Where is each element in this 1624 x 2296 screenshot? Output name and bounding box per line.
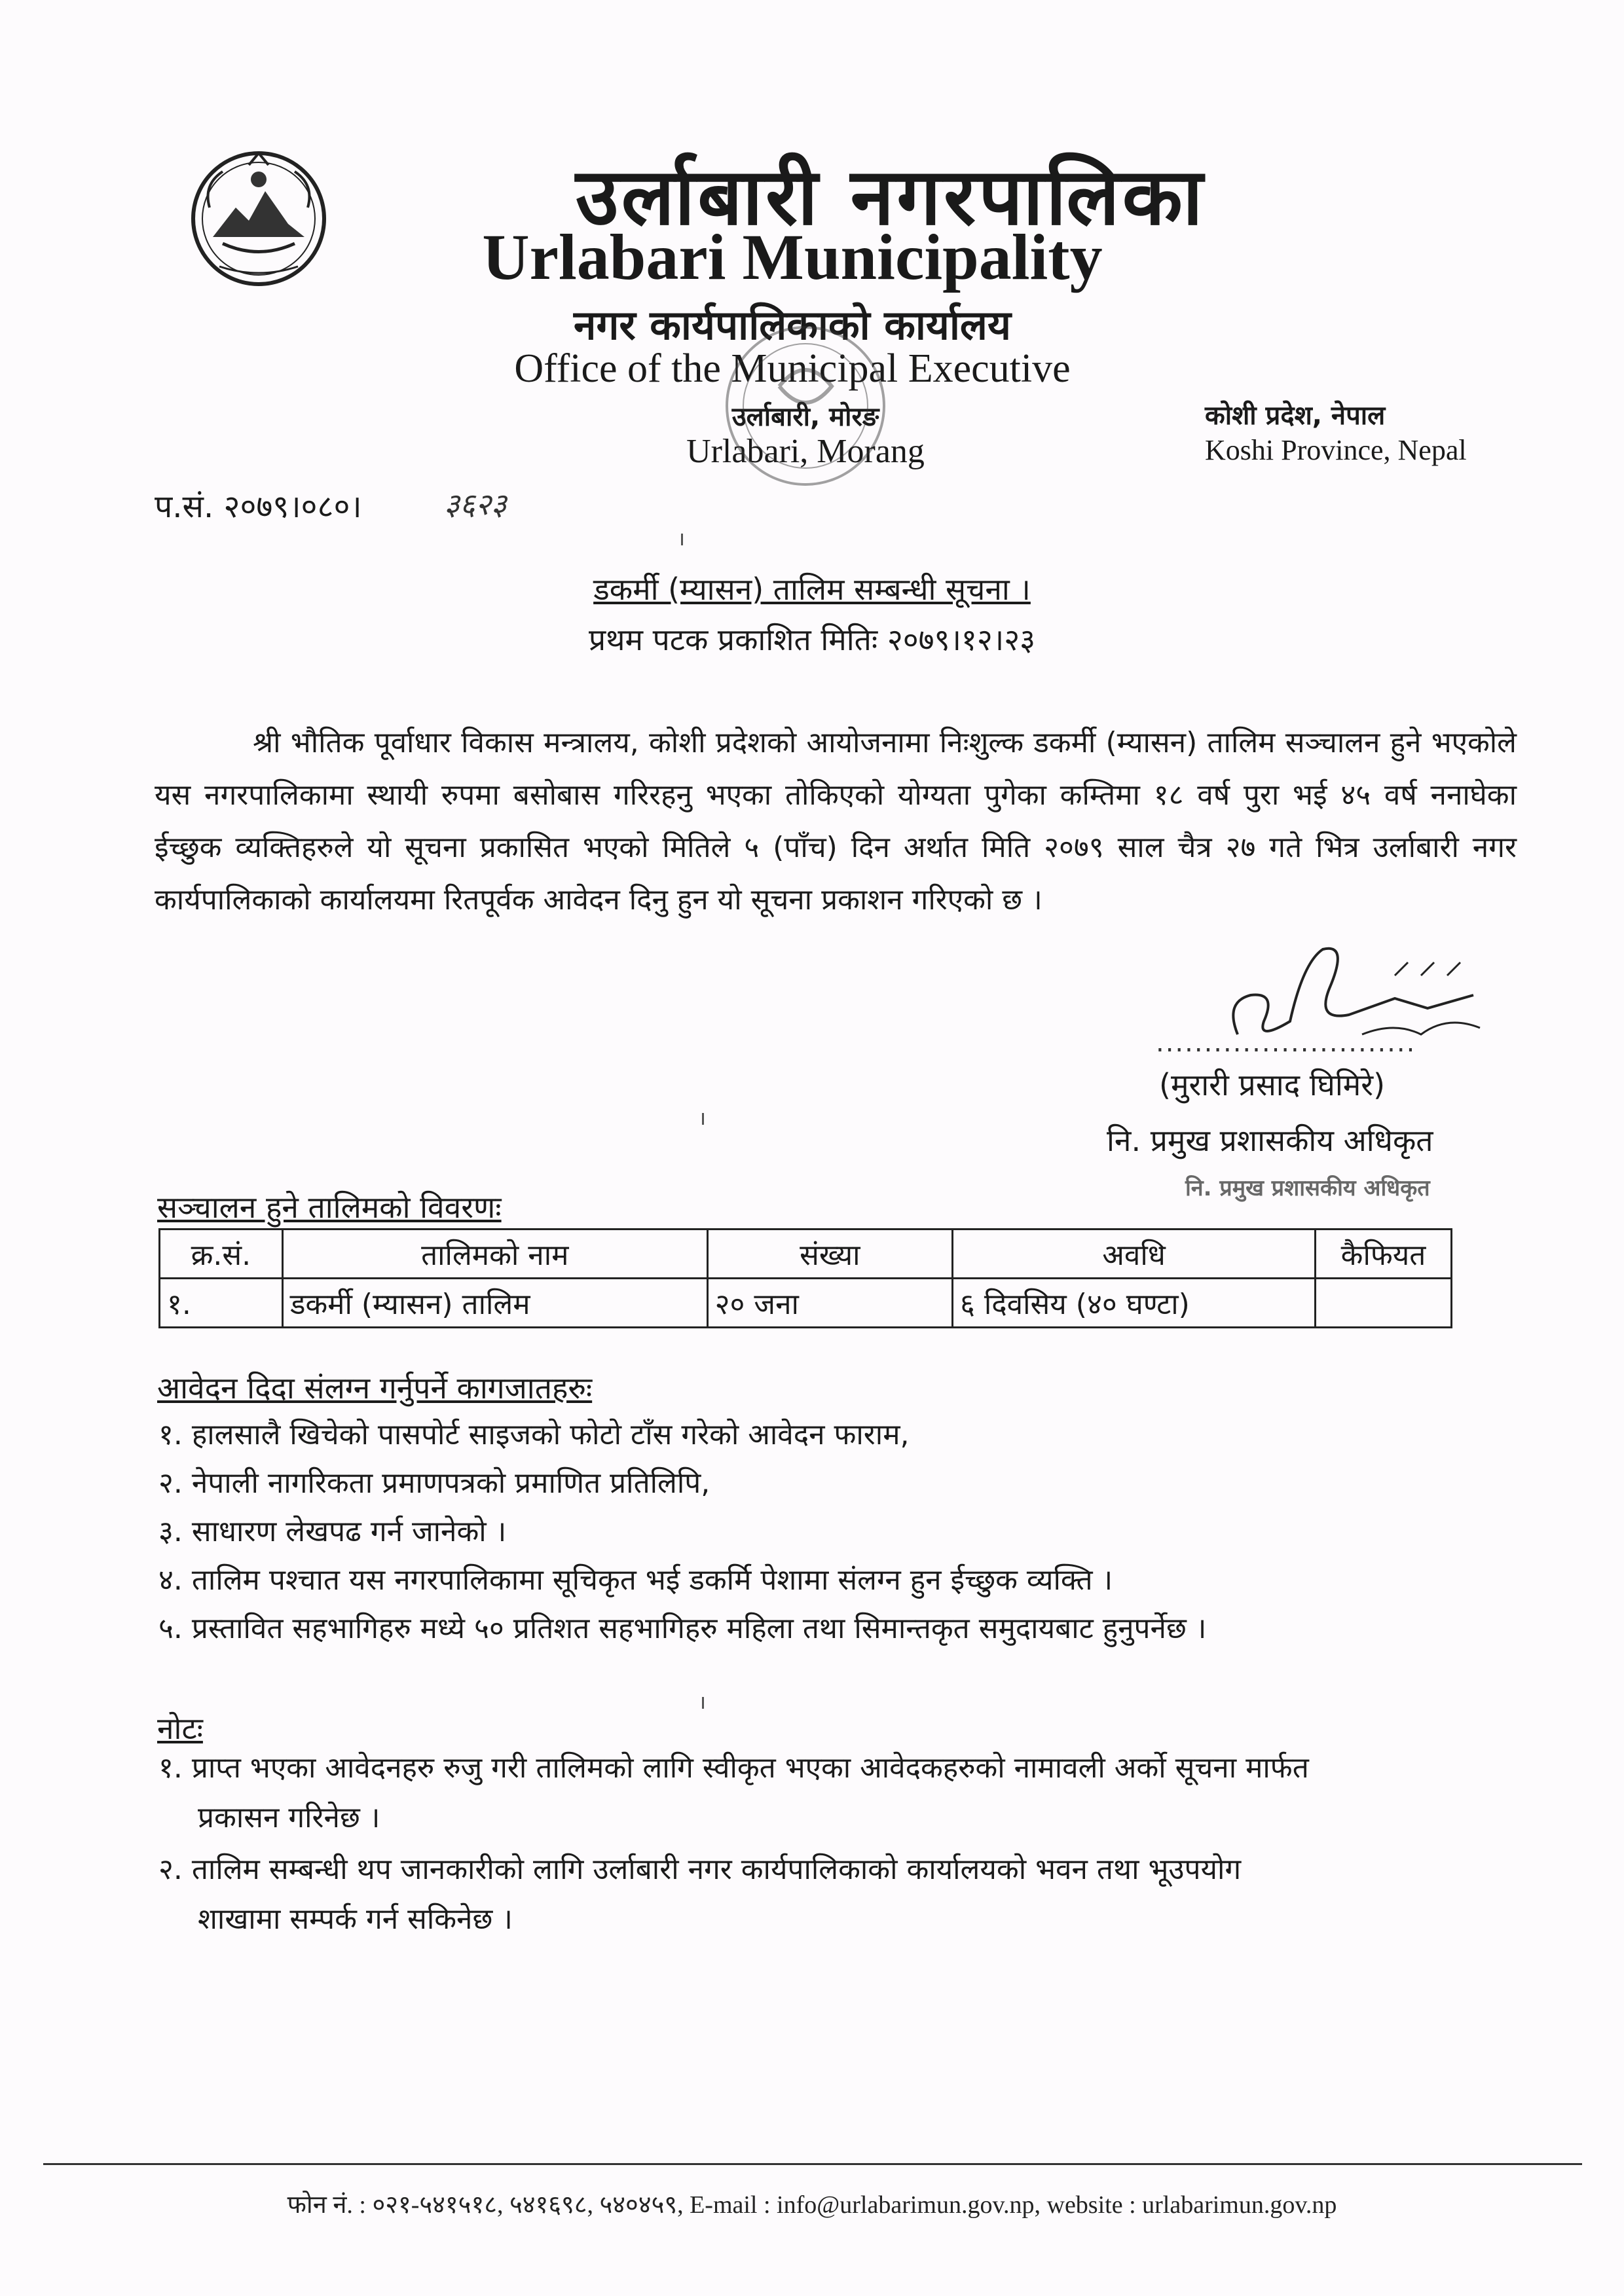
province-english: Koshi Province, Nepal xyxy=(1205,434,1467,466)
province-nepali: कोशी प्रदेश, नेपाल xyxy=(1205,401,1386,431)
column-header-duration: अवधि xyxy=(953,1230,1316,1279)
note-line-continued: प्रकासन गरिनेछ । xyxy=(198,1801,380,1834)
required-documents-list xyxy=(158,1411,1507,1653)
cell-duration: ६ दिवसिय (४० घण्टा) xyxy=(953,1279,1316,1328)
notice-published-date: प्रथम पटक प्रकाशित मितिः २०७९।१२।२३ xyxy=(588,622,1036,657)
reference-number: प.सं. २०७९।०८०। xyxy=(155,488,362,525)
notice-body xyxy=(155,717,1517,926)
note-item xyxy=(158,1743,1521,1843)
municipality-name-english: Urlabari Municipality xyxy=(482,221,1103,293)
office-stamp xyxy=(707,308,904,504)
footer-contact: फोन नं. : ०२१-५४१५१८, ५४१६९८, ५४०४५९, E-mail : info@urlabarimun.gov.np, website : urlabarimun.gov.np xyxy=(287,2191,1337,2219)
cell-training-name: डकर्मी (म्यासन) तालिम xyxy=(282,1279,707,1328)
municipality-name-nepali: उर्लाबारी नगरपालिका xyxy=(576,152,1206,243)
list-item: ४. तालिम पश्चात यस नगरपालिकामा सूचिकृत भई डकर्मि पेशामा संलग्न हुन ईच्छुक व्यक्ति । xyxy=(158,1563,1113,1597)
address-english: Urlabari, Morang xyxy=(686,433,925,470)
cell-remarks xyxy=(1316,1279,1452,1328)
notes-heading: नोटः xyxy=(157,1711,203,1746)
scan-mark xyxy=(702,1113,704,1125)
note-line: २. तालिम सम्बन्धी थप जानकारीको लागि उर्लाबारी नगर कार्यपालिकाको कार्यालयको भवन तथा भूउपयोग xyxy=(158,1853,1242,1886)
required-documents-heading: आवेदन दिदा संलग्न गर्नुपर्ने कागजातहरुः xyxy=(157,1370,593,1406)
signatory-title: नि. प्रमुख प्रशासकीय अधिकृत xyxy=(1107,1123,1433,1158)
note-item xyxy=(158,1845,1521,1944)
signature-line: ........................... xyxy=(1156,1028,1416,1058)
scan-mark xyxy=(702,1697,704,1709)
note-line-continued: शाखामा सम्पर्क गर्न सकिनेछ । xyxy=(198,1903,513,1936)
notice-title-text: डकर्मी (म्यासन) तालिम सम्बन्धी सूचना । xyxy=(593,572,1031,607)
signatory-stamp: नि. प्रमुख प्रशासकीय अधिकृत xyxy=(1185,1175,1430,1201)
column-header-remarks: कैफियत xyxy=(1316,1230,1452,1279)
cell-count: २० जना xyxy=(707,1279,952,1328)
note-line: १. प्राप्त भएका आवेदनहरु रुजु गरी तालिमको लागि स्वीकृत भएका आवेदकहरुको नामावली अर्को सूचना मार्फत xyxy=(158,1751,1309,1785)
municipality-emblem-logo xyxy=(183,145,334,288)
list-item: २. नेपाली नागरिकता प्रमाणपत्रको प्रमाणित प्रतिलिपि, xyxy=(158,1467,710,1500)
column-header-serial: क्र.सं. xyxy=(160,1230,283,1279)
column-header-training-name: तालिमको नाम xyxy=(282,1230,707,1279)
notice-paragraph: श्री भौतिक पूर्वाधार विकास मन्त्रालय, कोशी प्रदेशको आयोजनामा निःशुल्क डकर्मी (म्यासन) तालिम सञ्चालन हुने भएकोले यस नगरपालिकामा स्थायी रुपमा बसोबास गरिरहनु भएका तोकिएको योग्यता पुगेका कम्तिमा १८ वर्ष पुरा भई ४५ वर्ष ननाघेका ईच्छुक व्यक्तिहरुले यो सूचना प्रकासित भएको मितिले ५ (पाँच) दिन अर्थात मिति २०७९ साल चैत्र २७ गते भित्र उर्लाबारी नगर कार्यपालिकाको कार्यालयमा रितपूर्वक आवेदन दिनु हुन यो सूचना प्रकाशन गरिएको छ । xyxy=(155,726,1517,917)
cell-serial: १. xyxy=(160,1279,283,1328)
table-row xyxy=(160,1279,1452,1328)
scan-mark xyxy=(681,534,683,545)
list-item: १. हालसालै खिचेको पासपोर्ट साइजको फोटो टाँस गरेको आवेदन फाराम, xyxy=(158,1418,910,1451)
training-details-heading: सञ्चालन हुने तालिमको विवरणः xyxy=(157,1190,502,1225)
training-details-table xyxy=(158,1228,1452,1328)
column-header-count: संख्या xyxy=(707,1230,952,1279)
list-item: ५. प्रस्तावित सहभागिहरु मध्ये ५० प्रतिशत सहभागिहरु महिला तथा सिमान्तकृत समुदायबाट हुनुपर्नेछ । xyxy=(158,1612,1207,1645)
office-name-english: Office of the Municipal Executive xyxy=(514,346,1071,391)
office-name-nepali: नगर कार्यपालिकाको कार्यालय xyxy=(574,301,1011,349)
list-item: ३. साधारण लेखपढ गर्न जानेको । xyxy=(158,1515,507,1548)
footer-divider xyxy=(43,2163,1582,2165)
table-header-row xyxy=(160,1230,1452,1279)
notice-title xyxy=(0,568,1624,609)
signatory-name: (मुरारी प्रसाद घिमिरे) xyxy=(1159,1067,1386,1102)
address-nepali: उर्लाबारी, मोरङ xyxy=(731,402,879,432)
handwritten-reference: ३६२३ xyxy=(444,486,507,522)
